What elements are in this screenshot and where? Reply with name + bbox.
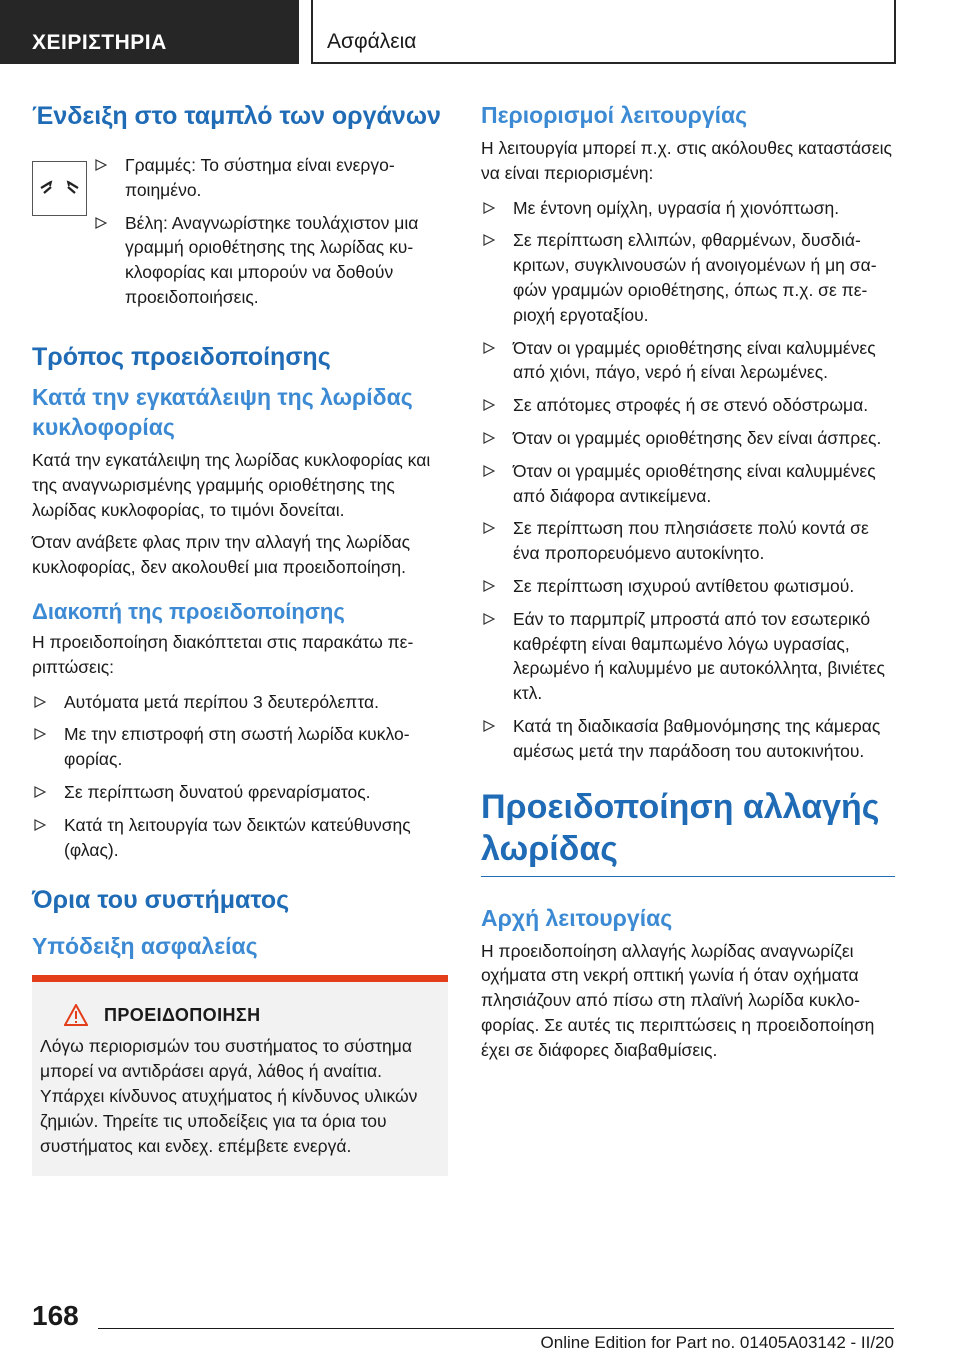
section-tab[interactable]: Ασφάλεια [311,0,896,64]
triangle-bullet-icon [483,465,495,477]
list-item: Με έντονη ομίχλη, υγρασία ή χιονόπτωση. [481,196,895,221]
list-item: Σε περίπτωση ισχυρού αντίθετου φωτισμού. [481,574,895,599]
indicator-row [32,153,448,329]
list-item: Όταν οι γραμμές οριοθέτησης είναι καλυμμένες από χιόνι, πάγο, νερό ή είναι λερωμένες. [481,336,895,386]
triangle-bullet-icon [95,217,107,229]
list-item: Σε περίπτωση δυνατού φρεναρίσματος. [32,780,448,805]
footer-divider [98,1328,894,1329]
triangle-bullet-icon [483,720,495,732]
warning-box [32,975,448,1176]
interrupt-paragraph: Η προειδοποίηση διακόπτεται στις παρακάτω περιπτώσεις: [32,631,414,677]
leaving-lane-heading: Κατά την εγκατάλειψη της λωρίδας κυκλοφορίας [32,384,413,440]
lane-change-heading: Προειδοποίηση αλλαγής λωρίδας [481,786,895,877]
triangle-bullet-icon [95,159,107,171]
warning-mode-heading: Τρόπος προειδοποίησης [32,343,331,371]
indicator-heading: Ένδειξη στο ταμπλό των οργάνων [32,102,441,130]
list-item: Σε περίπτωση ελλιπών, φθαρμένων, δυσδιάκριτων, συγκλινουσών ή ανοιγομένων ή μη σαφών γραμμών οριοθέτησης, όπως π.χ. σε περιοχή εργοταξίου. [481,228,895,327]
left-column [32,100,448,1176]
interrupt-list [32,690,448,863]
principle-heading: Αρχή λειτουργίας [481,904,673,931]
restrictions-heading: Περιορισμοί λειτουργίας [481,102,748,128]
page-header [0,0,960,64]
triangle-bullet-icon [34,786,46,798]
triangle-bullet-icon [483,580,495,592]
triangle-bullet-icon [483,432,495,444]
restrictions-list [481,196,895,764]
indicator-list [93,153,449,318]
triangle-bullet-icon [483,522,495,534]
edition-text: Online Edition for Part no. 01405A03142 - II/20 [540,1333,894,1352]
triangle-bullet-icon [483,234,495,246]
triangle-bullet-icon [34,728,46,740]
triangle-bullet-icon [483,342,495,354]
list-item: Εάν το παρμπρίζ μπροστά από τον εσωτερικό καθρέφτη είναι θαμπωμένο λόγω υγρασίας, λερωμένο ή καλυμμένο με αυτοκόλλητα, βινιέτες κτλ. [481,607,895,706]
list-item: Κατά τη λειτουργία των δεικτών κατεύθυνσης (φλας). [32,813,448,863]
lane-arrows-icon [32,161,87,216]
principle-paragraph: Η προειδοποίηση αλλαγής λωρίδας αναγνωρίζει οχήματα στη νεκρή οπτική γωνία ή όταν οχήματα πλησιάζουν από πίσω στη πλαϊνή λωρίδα κυκλοφορίας. Σε αυτές τις περιπτώσεις η προειδοποίηση έχει σε διάφορες διαβαθμίσεις. [481,940,875,1060]
warning-title: ΠΡΟΕΙΔΟΠΟΙΗΣΗ [64,1004,436,1026]
triangle-bullet-icon [483,202,495,214]
leaving-lane-paragraph-2: Όταν ανάβετε φλας πριν την αλλαγή της λωρίδας κυκλοφορίας, δεν ακολουθεί μια προειδοποίηση. [32,532,411,578]
triangle-bullet-icon [34,696,46,708]
triangle-bullet-icon [34,819,46,831]
list-item: Γραμμές: Το σύστημα είναι ενεργοποιημένο. [93,153,449,203]
list-item: Κατά τη διαδικασία βαθμονόμησης της κάμερας αμέσως μετά την παράδοση του αυτοκινήτου. [481,714,895,764]
triangle-bullet-icon [483,613,495,625]
limits-heading: Όρια του συστήματος [32,886,290,915]
safety-heading: Υπόδειξη ασφαλείας [32,933,258,960]
list-item: Με την επιστροφή στη σωστή λωρίδα κυκλοφορίας. [32,722,448,772]
triangle-bullet-icon [483,399,495,411]
list-item: Βέλη: Αναγνωρίστηκε τουλάχιστον μια γραμμή οριοθέτησης της λωρίδας κυκλοφορίας και μπορούν να δοθούν προειδοποιήσεις. [93,211,449,310]
warning-triangle-icon [64,1004,88,1026]
right-column [481,100,895,1063]
list-item: Όταν οι γραμμές οριοθέτησης δεν είναι άσπρες. [481,426,895,451]
page-number: 168 [32,1300,79,1331]
interrupt-heading: Διακοπή της προειδοποίησης [32,598,345,624]
list-item: Σε απότομες στροφές ή σε στενό οδόστρωμα. [481,393,895,418]
leaving-lane-paragraph-1: Κατά την εγκατάλειψη της λωρίδας κυκλοφορίας και της αναγνωρισμένης γραμμής οριοθέτησης της λωρίδας κυκλοφορίας, το τιμόνι δονείται. [32,450,431,520]
warning-text: Λόγω περιορισμών του συστήματος το σύστημα μπορεί να αντιδράσει αργά, λάθος ή αναίτια. Υπάρχει κίνδυνος ατυχήματος ή κίνδυνος υλικών ζημιών. Τηρείτε τις υποδείξεις για τα όρια του συστήματος και ενδεχ. επέμβετε ενεργά. [40,1036,418,1156]
chapter-tab[interactable]: ΧΕΙΡΙΣΤΗΡΙΑ [0,0,299,64]
list-item: Αυτόματα μετά περίπου 3 δευτερόλεπτα. [32,690,448,715]
restrictions-paragraph: Η λειτουργία μπορεί π.χ. στις ακόλουθες καταστάσεις να είναι περιορισμένη: [481,138,892,183]
list-item: Όταν οι γραμμές οριοθέτησης είναι καλυμμένες από διάφορα αντικείμενα. [481,459,895,509]
list-item: Σε περίπτωση που πλησιάσετε πολύ κοντά σε ένα προπορευόμενο αυτοκίνητο. [481,516,895,566]
